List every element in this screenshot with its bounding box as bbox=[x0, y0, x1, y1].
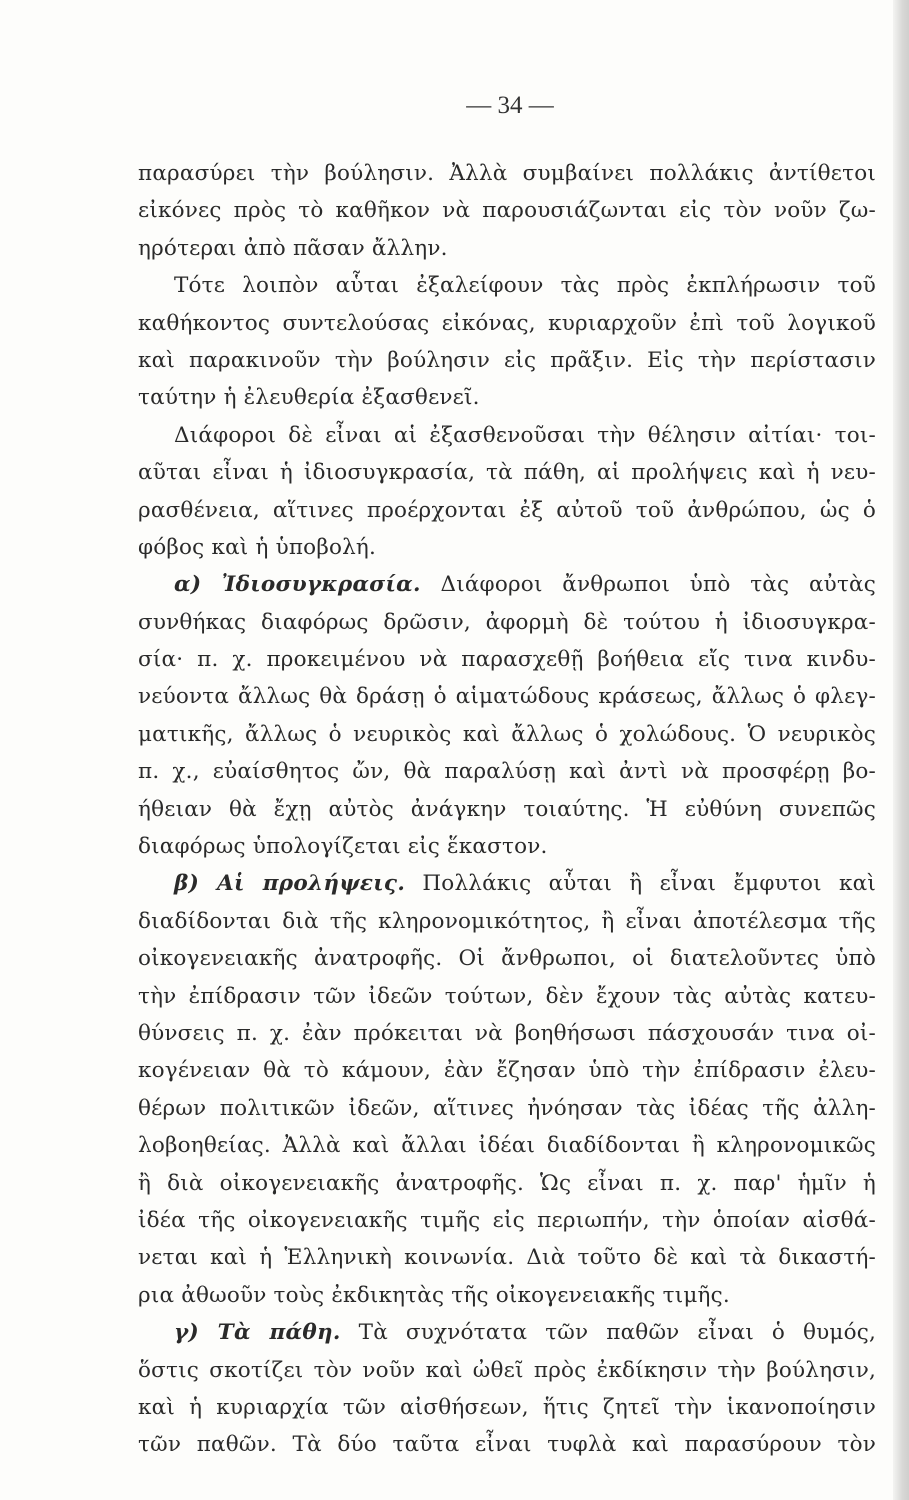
line-text: θύνσεις π. χ. ἐὰν πρόκειται νὰ βοηθήσωσι πάσχουσάν τινα οἰ- bbox=[138, 1020, 876, 1046]
text-line bbox=[138, 192, 876, 229]
line-text: π. χ., εὐαίσθητος ὤν, θὰ παραλύσῃ καὶ ἀντὶ νὰ προσφέρῃ βο- bbox=[138, 759, 876, 785]
line-text: ταύτην ἡ ἐλευθερία ἐξασθενεῖ. bbox=[138, 385, 480, 411]
text-line bbox=[138, 342, 876, 379]
text-line bbox=[138, 903, 876, 940]
text-line bbox=[138, 417, 876, 454]
text-line bbox=[138, 1015, 876, 1052]
line-text: κογένειαν θὰ τὸ κάμουν, ἐὰν ἔζησαν ὑπὸ τὴν ἐπίδρασιν ἐλευ- bbox=[138, 1058, 876, 1084]
text-line bbox=[138, 529, 876, 566]
text-line bbox=[138, 1277, 876, 1314]
section-heading: γ) Τὰ πάθη. bbox=[174, 1320, 341, 1346]
text-line bbox=[138, 940, 876, 977]
line-text: ματικῆς, ἄλλως ὁ νευρικὸς καὶ ἄλλως ὁ χολώδους. Ὁ νευρικὸς bbox=[138, 721, 876, 747]
line-text: Διάφοροι ἄνθρωποι ὑπὸ τὰς αὐτὰς bbox=[440, 572, 876, 598]
section-heading-line bbox=[138, 1314, 876, 1351]
line-text: καθήκοντος συντελούσας εἰκόνας, κυριαρχοῦν ἐπὶ τοῦ λογικοῦ bbox=[138, 310, 876, 336]
line-text: ρια ἀθωοῦν τοὺς ἐκδικητὰς τῆς οἰκογενειακῆς τιμῆς. bbox=[138, 1282, 730, 1308]
text-line bbox=[138, 379, 876, 416]
text-line bbox=[138, 230, 876, 267]
text-line bbox=[138, 1239, 876, 1276]
line-text: ἰδέα τῆς οἰκογενειακῆς τιμῆς εἰς περιωπήν, τὴν ὁποίαν αἰσθά- bbox=[138, 1207, 876, 1233]
page-edge-shadow bbox=[893, 0, 909, 1500]
text-line bbox=[138, 454, 876, 491]
line-text: λοβοηθείας. Ἀλλὰ καὶ ἄλλαι ἰδέαι διαδίδονται ἢ κληρονομικῶς bbox=[138, 1133, 876, 1159]
line-text: αῦται εἶναι ἡ ἰδιοσυγκρασία, τὰ πάθη, αἱ προλήψεις καὶ ἡ νευ- bbox=[138, 460, 876, 486]
line-text: παρασύρει τὴν βούλησιν. Ἀλλὰ συμβαίνει πολλάκις ἀντίθετοι bbox=[138, 161, 876, 186]
line-text: ηρότεραι ἀπὸ πᾶσαν ἄλλην. bbox=[138, 235, 448, 261]
section-heading: β) Αἱ προλήψεις. bbox=[174, 871, 406, 897]
text-line bbox=[138, 716, 876, 753]
line-text: τῶν παθῶν. Τὰ δύο ταῦτα εἶναι τυφλὰ καὶ παρασύρουν τὸν bbox=[138, 1432, 876, 1458]
line-text: συνθήκας διαφόρως δρῶσιν, ἀφορμὴ δὲ τούτου ἡ ἰδιοσυγκρα- bbox=[138, 609, 876, 635]
line-text: οἰκογενειακῆς ἀνατροφῆς. Οἱ ἄνθρωποι, οἱ διατελοῦντες ὑπὸ bbox=[138, 946, 876, 972]
line-text: ρασθένεια, αἵτινες προέρχονται ἐξ αὐτοῦ τοῦ ἀνθρώπου, ὡς ὁ bbox=[138, 497, 876, 523]
text-line bbox=[138, 1389, 876, 1426]
text-line bbox=[138, 1052, 876, 1089]
text-line bbox=[138, 678, 876, 715]
text-line bbox=[138, 492, 876, 529]
page-number: — 34 — bbox=[466, 92, 554, 119]
line-text: ήθειαν θὰ ἔχῃ αὐτὸς ἀνάγκην τοιαύτης. Ἡ εὐθύνη συνεπῶς bbox=[138, 796, 876, 822]
text-line bbox=[138, 753, 876, 790]
text-line bbox=[138, 978, 876, 1015]
body-text bbox=[138, 155, 876, 1464]
line-text: ὅστις σκοτίζει τὸν νοῦν καὶ ὠθεῖ πρὸς ἐκδίκησιν τὴν βούλησιν, bbox=[138, 1357, 876, 1383]
text-line bbox=[138, 155, 876, 192]
text-line bbox=[138, 828, 876, 865]
text-line bbox=[138, 267, 876, 304]
line-text: διαδίδονται διὰ τῆς κληρονομικότητος, ἢ εἶναι ἀποτέλεσμα τῆς bbox=[138, 908, 876, 934]
line-text: Τὰ συχνότατα τῶν παθῶν εἶναι ὁ θυμός, bbox=[358, 1320, 876, 1346]
text-line bbox=[138, 1127, 876, 1164]
line-text: καὶ παρακινοῦν τὴν βούλησιν εἰς πρᾶξιν. Εἰς τὴν περίστασιν bbox=[138, 347, 876, 373]
line-text: εἰκόνες πρὸς τὸ καθῆκον νὰ παρουσιάζωνται εἰς τὸν νοῦν ζω- bbox=[138, 198, 876, 224]
line-text: τὴν ἐπίδρασιν τῶν ἰδεῶν τούτων, δὲν ἔχουν τὰς αὐτὰς κατευ- bbox=[138, 983, 876, 1009]
text-line bbox=[138, 1090, 876, 1127]
line-text: σία· π. χ. προκειμένου νὰ παρασχεθῇ βοήθεια εἴς τινα κινδυ- bbox=[138, 647, 876, 673]
line-text: φόβος καὶ ἡ ὑποβολή. bbox=[138, 534, 377, 560]
section-heading: α) Ἰδιοσυγκρασία. bbox=[174, 572, 421, 598]
line-text: Διάφοροι δὲ εἶναι αἱ ἐξασθενοῦσαι τὴν θέλησιν αἰτίαι· τοι- bbox=[174, 422, 876, 448]
text-line bbox=[138, 1426, 876, 1463]
text-line bbox=[138, 305, 876, 342]
line-text: διαφόρως ὑπολογίζεται εἰς ἕκαστον. bbox=[138, 834, 548, 860]
section-heading-line bbox=[138, 566, 876, 603]
line-text: νεται καὶ ἡ Ἑλληνικὴ κοινωνία. Διὰ τοῦτο δὲ καὶ τὰ δικαστή- bbox=[138, 1245, 876, 1271]
section-heading-line bbox=[138, 865, 876, 902]
line-text: νεύοντα ἄλλως θὰ δράσῃ ὁ αἱματώδους κράσεως, ἄλλως ὁ φλεγ- bbox=[138, 684, 876, 710]
line-text: Τότε λοιπὸν αὗται ἐξαλείφουν τὰς πρὸς ἐκπλήρωσιν τοῦ bbox=[174, 273, 876, 299]
text-line bbox=[138, 641, 876, 678]
line-text: Πολλάκις αὗται ἢ εἶναι ἔμφυτοι καὶ bbox=[422, 871, 876, 897]
text-line bbox=[138, 791, 876, 828]
line-text: ἢ διὰ οἰκογενειακῆς ἀνατροφῆς. Ὡς εἶναι π. χ. παρ' ἡμῖν ἡ bbox=[138, 1170, 876, 1196]
text-line bbox=[138, 604, 876, 641]
line-text: θέρων πολιτικῶν ἰδεῶν, αἵτινες ἠνόησαν τὰς ἰδέας τῆς ἀλλη- bbox=[138, 1095, 876, 1121]
text-line bbox=[138, 1165, 876, 1202]
line-text: καὶ ἡ κυριαρχία τῶν αἰσθήσεων, ἥτις ζητεῖ τὴν ἱκανοποίησιν bbox=[138, 1394, 876, 1420]
text-line bbox=[138, 1352, 876, 1389]
text-line bbox=[138, 1202, 876, 1239]
